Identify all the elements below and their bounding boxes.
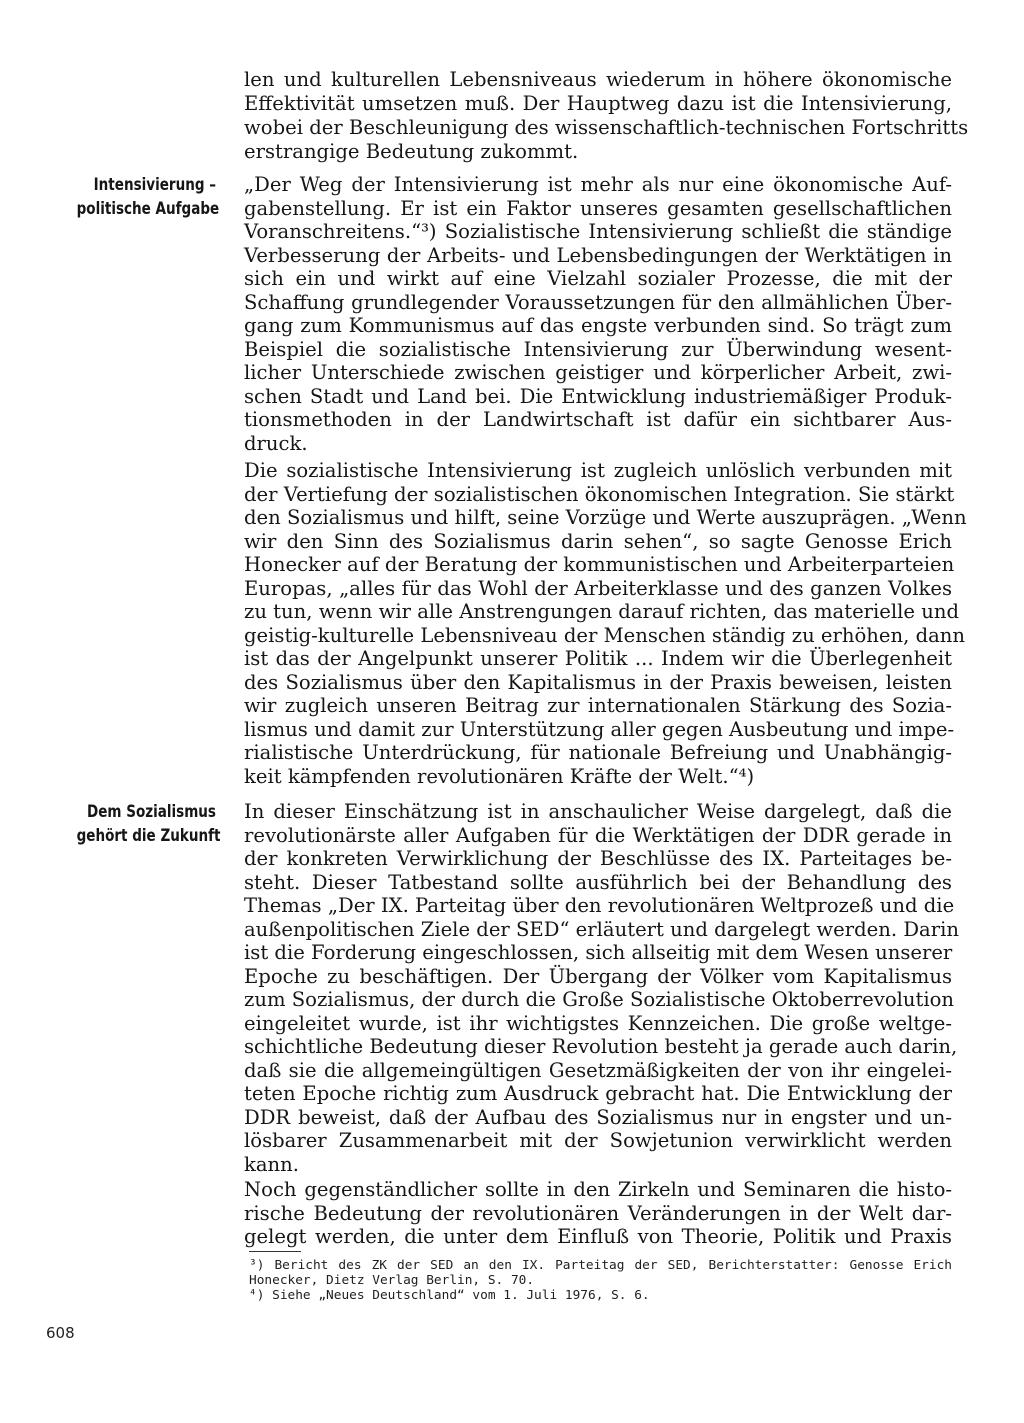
text-line: ist das der Angelpunkt unserer Politik ... Indem wir die Überlegenheit	[244, 647, 952, 670]
text-line: des Sozialismus über den Kapitalismus in der Praxis beweisen, leisten	[244, 671, 952, 694]
margin-note-intensivierung	[76, 173, 220, 220]
text-line: licher Unterschiede zwischen geistiger und körperlicher Arbeit, zwi-	[244, 361, 952, 384]
text-line: len und kulturellen Lebensniveaus wiederum in höhere ökonomische	[244, 68, 952, 91]
text-line: kann.	[244, 1153, 300, 1176]
margin-note-line: Intensivierung –	[93, 175, 216, 194]
text-line: keit kämpfenden revolutionären Kräfte der Welt.“⁴)	[244, 765, 755, 788]
text-line: Beispiel die sozialistische Intensivierung zur Überwindung wesent-	[244, 338, 952, 361]
text-line: Effektivität umsetzen muß. Der Hauptweg dazu ist die Intensivierung,	[244, 92, 952, 115]
margin-note-line: politische Aufgabe	[76, 198, 220, 218]
text-line: gelegt werden, die unter dem Einfluß von Theorie, Politik und Praxis	[244, 1225, 952, 1248]
text-line: der konkreten Verwirklichung der Beschlüsse des IX. Parteitages be-	[244, 847, 952, 870]
text-line: erstrangige Bedeutung zukommt.	[244, 140, 579, 163]
text-line: rische Bedeutung der revolutionären Veränderungen in der Welt dar-	[244, 1202, 952, 1225]
text-line: wir zugleich unseren Beitrag zur internationalen Stärkung des Sozia-	[244, 694, 952, 717]
text-line: rialistische Unterdrückung, für nationale Befreiung und Unabhängig-	[244, 741, 952, 764]
text-line: DDR beweist, daß der Aufbau des Sozialismus nur in engster und un-	[244, 1106, 952, 1129]
margin-note-sozialismus	[76, 800, 221, 847]
footnote-line: ³) Bericht des ZK der SED an den IX. Parteitag der SED, Berichterstatter: Genosse Erich	[249, 1258, 952, 1273]
footnote-line: Honecker, Dietz Verlag Berlin, S. 70.	[249, 1273, 535, 1288]
text-line: revolutionärste aller Aufgaben für die Werktätigen der DDR gerade in	[244, 824, 952, 847]
text-line: der Vertiefung der sozialistischen ökonomischen Integration. Sie stärkt	[244, 483, 955, 506]
text-line: eingeleitet wurde, ist ihr wichtigstes Kennzeichen. Die große weltge-	[244, 1012, 952, 1035]
margin-note-line: gehört die Zukunft	[76, 825, 221, 845]
text-line: „Der Weg der Intensivierung ist mehr als nur eine ökonomische Auf-	[244, 173, 952, 196]
footnote-divider	[249, 1251, 301, 1252]
text-line: Europas, „alles für das Wohl der Arbeiterklasse und des ganzen Volkes	[244, 577, 952, 600]
text-line: gabenstellung. Er ist ein Faktor unseres gesamten gesellschaftlichen	[244, 197, 952, 220]
text-line: Honecker auf der Beratung der kommunistischen und Arbeiterparteien	[244, 553, 955, 576]
text-line: ist die Forderung eingeschlossen, sich allseitig mit dem Wesen unserer	[244, 941, 953, 964]
text-line: Themas „Der IX. Parteitag über den revolutionären Weltprozeß und die	[244, 894, 955, 917]
text-line: teten Epoche richtig zum Ausdruck gebracht hat. Die Entwicklung der	[244, 1082, 952, 1105]
text-line: Die sozialistische Intensivierung ist zugleich unlöslich verbunden mit	[244, 459, 952, 482]
page-number: 608	[46, 1324, 75, 1342]
text-line: Epoche zu beschäftigen. Der Übergang der Völker vom Kapitalismus	[244, 965, 952, 988]
text-line: Verbesserung der Arbeits- und Lebensbedingungen der Werktätigen in	[244, 244, 952, 267]
text-line: wobei der Beschleunigung des wissenschaftlich-technischen Fortschritts	[244, 116, 969, 139]
text-line: schen Stadt und Land bei. Die Entwicklung industriemäßiger Produk-	[244, 385, 952, 408]
text-line: Schaffung grundlegender Voraussetzungen für den allmählichen Über-	[244, 291, 952, 314]
text-line: wir den Sinn des Sozialismus darin sehen“, so sagte Genosse Erich	[244, 530, 952, 553]
text-line: steht. Dieser Tatbestand sollte ausführlich bei der Behandlung des	[244, 871, 952, 894]
text-line: den Sozialismus und hilft, seine Vorzüge und Werte auszuprägen. „Wenn	[244, 506, 967, 529]
text-line: druck.	[244, 432, 308, 455]
footnote-line: ⁴) Siehe „Neues Deutschland“ vom 1. Juli 1976, S. 6.	[249, 1288, 650, 1303]
text-line: lismus und damit zur Unterstützung aller gegen Ausbeutung und impe-	[244, 718, 955, 741]
text-line: sich ein und wirkt auf eine Vielzahl sozialer Prozesse, die mit der	[244, 267, 952, 290]
text-line: daß sie die allgemeingültigen Gesetzmäßigkeiten der von ihr eingelei-	[244, 1059, 952, 1082]
text-line: lösbarer Zusammenarbeit mit der Sowjetunion verwirklicht werden	[244, 1129, 952, 1152]
text-line: In dieser Einschätzung ist in anschaulicher Weise dargelegt, daß die	[244, 800, 952, 823]
text-line: gang zum Kommunismus auf das engste verbunden sind. So trägt zum	[244, 314, 952, 337]
text-line: Noch gegenständlicher sollte in den Zirkeln und Seminaren die histo-	[244, 1178, 952, 1201]
text-line: zum Sozialismus, der durch die Große Sozialistische Oktoberrevolution	[244, 988, 955, 1011]
text-line: außenpolitischen Ziele der SED“ erläutert und dargelegt werden. Darin	[244, 918, 959, 941]
text-line: schichtliche Bedeutung dieser Revolution besteht ja gerade auch darin,	[244, 1035, 958, 1058]
text-line: geistig-kulturelle Lebensniveau der Menschen ständig zu erhöhen, dann	[244, 624, 966, 647]
text-line: tionsmethoden in der Landwirtschaft ist dafür ein sichtbarer Aus-	[244, 408, 952, 431]
margin-note-line: Dem Sozialismus	[86, 802, 216, 821]
text-line: zu tun, wenn wir alle Anstrengungen darauf richten, das materielle und	[244, 600, 960, 623]
text-line: Voranschreitens.“³) Sozialistische Intensivierung schließt die ständige	[244, 220, 952, 243]
